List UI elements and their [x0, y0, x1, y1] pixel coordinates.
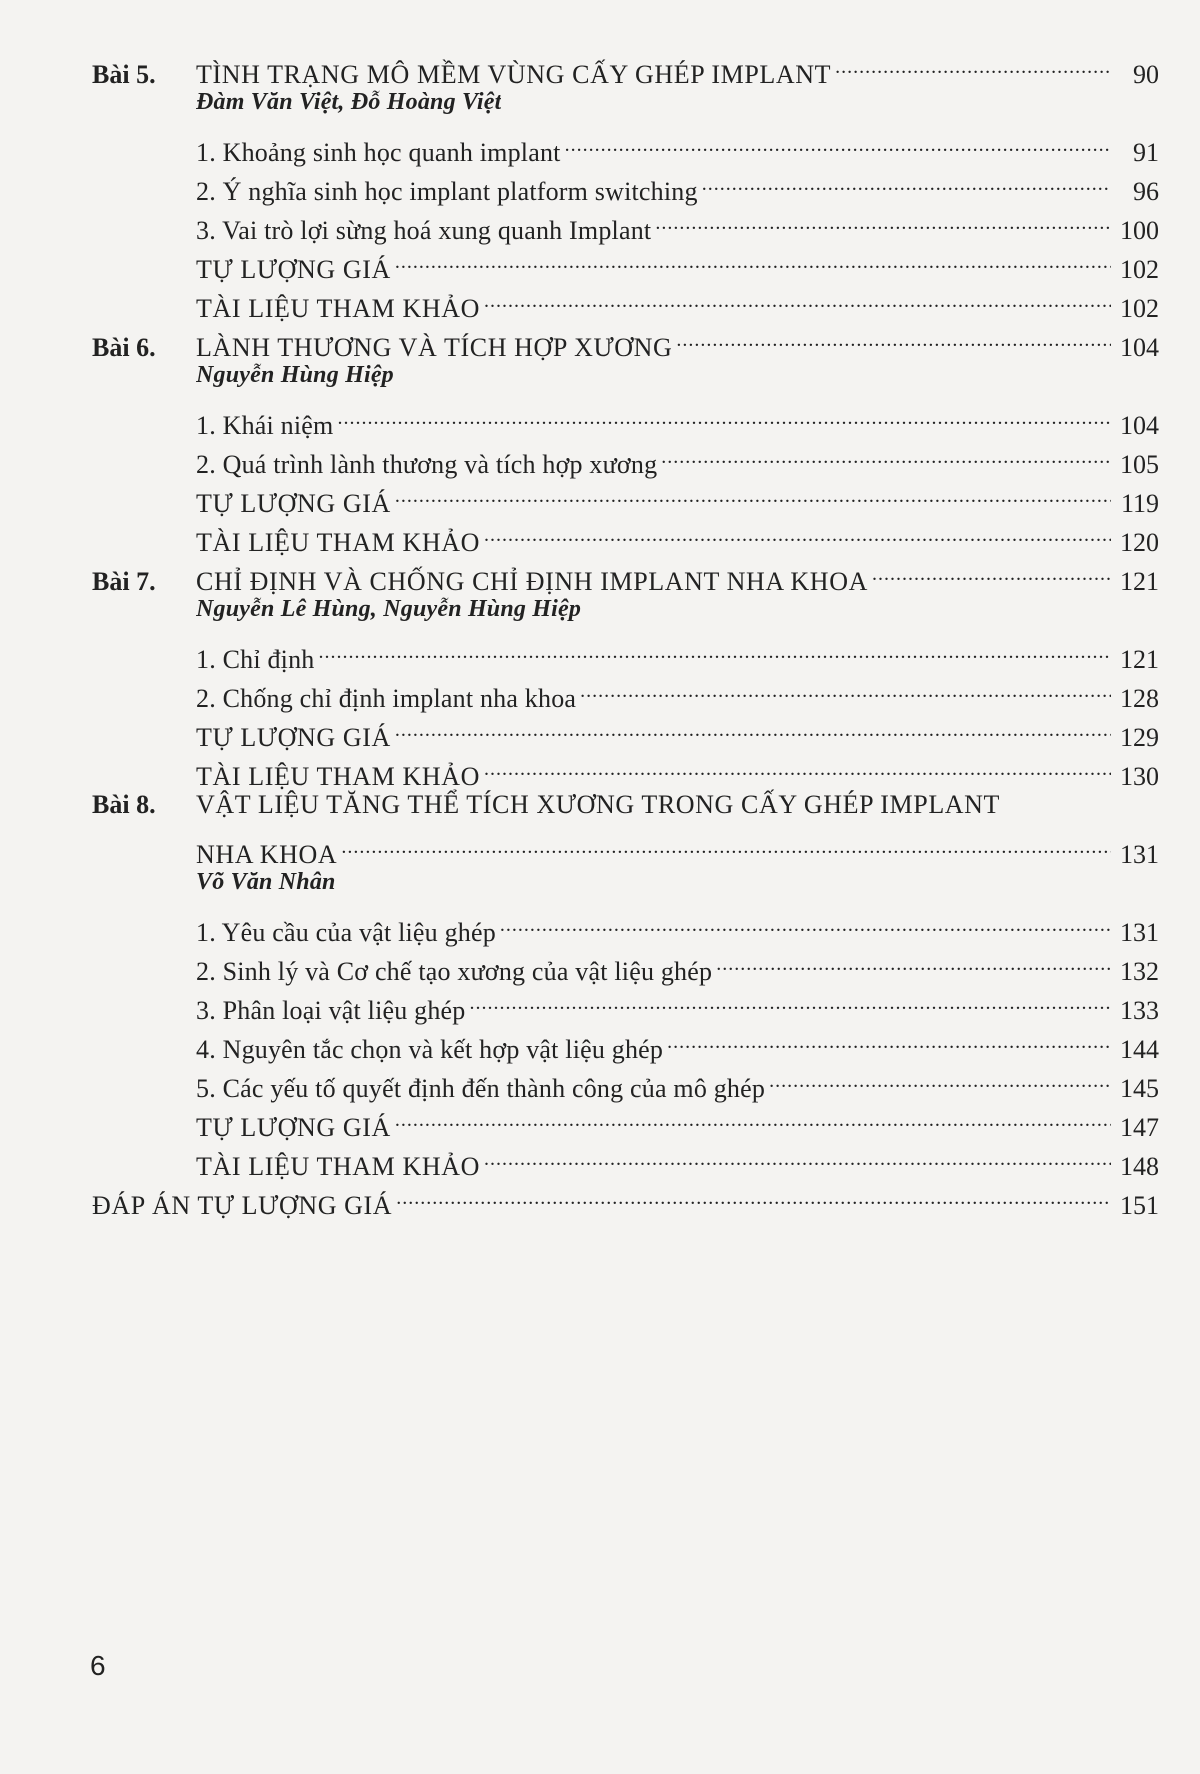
page-number: 132 [1120, 957, 1159, 986]
dot-leader [341, 824, 1111, 863]
dot-leader [396, 1175, 1111, 1214]
toc-item-text: TỰ LƯỢNG GIÁ [196, 1113, 391, 1142]
toc-item-row [92, 395, 1159, 440]
page-number: 129 [1120, 723, 1159, 752]
dot-leader [484, 746, 1111, 785]
page-number: 144 [1120, 1035, 1159, 1064]
dot-leader [319, 629, 1112, 668]
toc-item-text: 3. Vai trò lợi sừng hoá xung quanh Implant [196, 216, 652, 245]
toc-item-text: 1. Chỉ định [196, 645, 315, 674]
page-number: 96 [1133, 177, 1159, 206]
page-number: 145 [1120, 1074, 1159, 1103]
page-number: 131 [1120, 840, 1159, 869]
dot-leader [661, 434, 1111, 473]
toc-item-text: 4. Nguyên tắc chọn và kết hợp vật liệu ghép [196, 1035, 664, 1064]
page-number: 120 [1120, 528, 1159, 557]
page-number: 147 [1120, 1113, 1159, 1142]
dot-leader [500, 902, 1111, 941]
page-number: 133 [1120, 996, 1159, 1025]
dot-leader [702, 161, 1111, 200]
dot-leader [484, 278, 1111, 317]
lesson-title: CHỈ ĐỊNH VÀ CHỐNG CHỈ ĐỊNH IMPLANT NHA KHOA [196, 567, 868, 596]
lesson-number: Bài 5. [92, 60, 156, 89]
toc-item-text: TỰ LƯỢNG GIÁ [196, 489, 391, 518]
page-number: 104 [1120, 411, 1159, 440]
toc-item-row [92, 629, 1159, 674]
toc-item-text: TỰ LƯỢNG GIÁ [196, 723, 391, 752]
toc-item-text: 3. Phân loại vật liệu ghép [196, 996, 466, 1025]
lesson-title: VẬT LIỆU TĂNG THỂ TÍCH XƯƠNG TRONG CẤY GHÉP IMPLANT [196, 790, 1001, 819]
toc-item-text: TÀI LIỆU THAM KHẢO [196, 528, 481, 557]
page-number: 90 [1133, 60, 1159, 89]
toc-item-text: 2. Ý nghĩa sinh học implant platform switching [196, 177, 698, 206]
page-number: 128 [1120, 684, 1159, 713]
lesson-title: LÀNH THƯƠNG VÀ TÍCH HỢP XƯƠNG [196, 333, 673, 362]
lesson-authors: Đàm Văn Việt, Đỗ Hoàng Việt [196, 89, 502, 115]
dot-leader [395, 707, 1111, 746]
page-number: 119 [1120, 489, 1159, 518]
lesson-authors: Nguyễn Hùng Hiệp [196, 362, 394, 388]
dot-leader [469, 980, 1111, 1019]
answers-title: ĐÁP ÁN TỰ LƯỢNG GIÁ [92, 1191, 393, 1220]
dot-leader [769, 1058, 1111, 1097]
toc-item-row [92, 902, 1159, 947]
page-number: 151 [1120, 1191, 1159, 1220]
page-number: 131 [1120, 918, 1159, 947]
toc-item-text: TÀI LIỆU THAM KHẢO [196, 294, 481, 323]
page-number: 91 [1133, 138, 1159, 167]
lesson-authors: Võ Văn Nhân [196, 869, 336, 895]
table-of-contents [92, 44, 1159, 1220]
toc-item-row [92, 122, 1159, 167]
toc-item-text: 5. Các yếu tố quyết định đến thành công của mô ghép [196, 1074, 766, 1103]
lesson-title-continued: NHA KHOA [196, 840, 338, 869]
toc-author-row [92, 863, 1159, 902]
toc-lesson-row-continued [92, 824, 1159, 869]
toc-item-text: 2. Chống chỉ định implant nha khoa [196, 684, 577, 713]
lesson-number: Bài 6. [92, 333, 156, 362]
toc-item-text: TỰ LƯỢNG GIÁ [196, 255, 391, 284]
page-number: 105 [1120, 450, 1159, 479]
dot-leader [667, 1019, 1111, 1058]
lesson-title: TÌNH TRẠNG MÔ MỀM VÙNG CẤY GHÉP IMPLANT [196, 60, 832, 89]
page-number: 104 [1120, 333, 1159, 362]
page-number: 121 [1120, 645, 1159, 674]
toc-item-text: TÀI LIỆU THAM KHẢO [196, 762, 481, 791]
dot-leader [395, 1097, 1111, 1136]
toc-item-text: TÀI LIỆU THAM KHẢO [196, 1152, 481, 1181]
page-number: 121 [1120, 567, 1159, 596]
toc-item-text: 2. Sinh lý và Cơ chế tạo xương của vật liệu ghép [196, 957, 713, 986]
lesson-number: Bài 7. [92, 567, 156, 596]
toc-item-text: 1. Yêu cầu của vật liệu ghép [196, 918, 496, 947]
dot-leader [337, 395, 1111, 434]
page-number: 100 [1120, 216, 1159, 245]
toc-item-text: 1. Khoảng sinh học quanh implant [196, 138, 561, 167]
page-number: 148 [1120, 1152, 1159, 1181]
dot-leader [872, 551, 1111, 590]
dot-leader [484, 512, 1111, 551]
page-number: 102 [1120, 294, 1159, 323]
toc-lesson-row [92, 785, 1159, 824]
toc-lesson-row [92, 44, 1159, 89]
lesson-number: Bài 8. [92, 790, 156, 819]
dot-leader [395, 239, 1111, 278]
dot-leader [655, 200, 1111, 239]
dot-leader [580, 668, 1111, 707]
folio-page-number: 6 [90, 1650, 106, 1681]
dot-leader [395, 473, 1111, 512]
lesson-authors: Nguyễn Lê Hùng, Nguyễn Hùng Hiệp [196, 596, 582, 622]
dot-leader [716, 941, 1111, 980]
toc-item-text: 2. Quá trình lành thương và tích hợp xương [196, 450, 658, 479]
dot-leader [676, 317, 1111, 356]
dot-leader [565, 122, 1111, 161]
page-number: 102 [1120, 255, 1159, 284]
dot-leader [835, 44, 1111, 83]
dot-leader [484, 1136, 1111, 1175]
toc-item-text: 1. Khái niệm [196, 411, 334, 440]
page-number: 130 [1120, 762, 1159, 791]
